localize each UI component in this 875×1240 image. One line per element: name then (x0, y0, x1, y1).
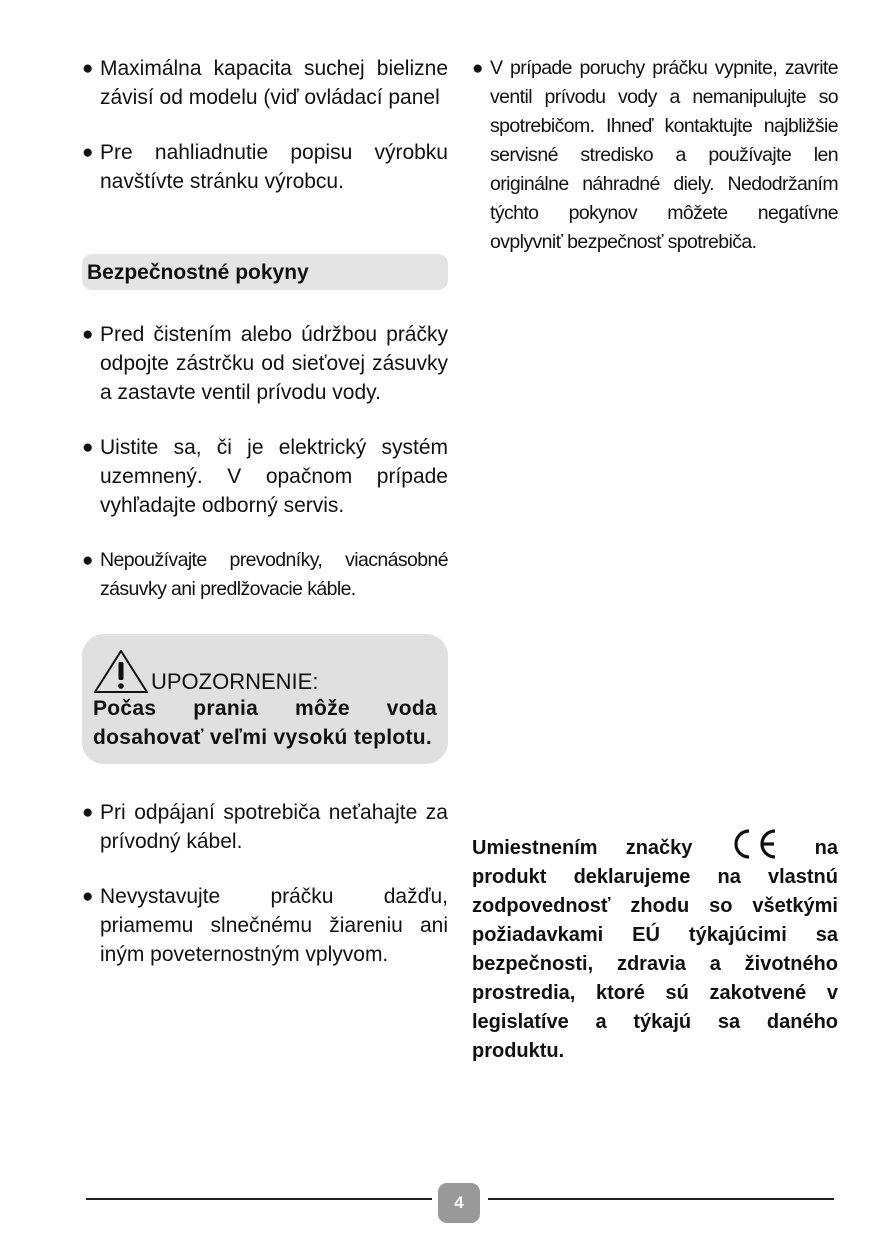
warning-title-row (93, 642, 437, 694)
page-number: 4 (438, 1183, 480, 1223)
bullet-dot: ● (472, 58, 483, 79)
ce-text-after: na produkt deklarujeme na vlastnú zodpovednosť zhodu so všetkými požiadavkami EÚ týkajúcimi sa bezpečnosti, zdravia a životného prostredia, ktoré sú zakotvené v legislatíve a týkajú sa daného produktu. (472, 837, 839, 1062)
bullet-text: Nepoužívajte prevodníky, viacnásobné zásuvky ani predlžovacie káble. (100, 549, 448, 600)
ce-declaration (472, 828, 838, 1066)
bullet-dot: ● (82, 437, 94, 458)
bullet-no-adapters (82, 546, 448, 604)
bullet-text: Pred čistením alebo údržbou práčky odpojte zástrčku od sieťovej zásuvky a zastavte ventil prívodu vody. (100, 323, 448, 404)
bullet-malfunction (472, 54, 838, 257)
bullet-text: Uistite sa, či je elektrický systém uzemnený. V opačnom prípade vyhľadajte odborný servis. (100, 436, 448, 517)
bullet-text: V prípade poruchy práčku vypnite, zavrite ventil prívodu vody a nemanipulujte so spotrebičom. Ihneď kontaktujte najbližšie servisné stredisko a používajte len originálne náhradné diely. Nedodržaním týchto pokynov môžete negatívne ovplyvniť bezpečnosť spotrebiča. (490, 57, 838, 253)
bullet-max-capacity (82, 54, 448, 112)
bullet-dot: ● (82, 802, 94, 823)
bullet-dot: ● (82, 324, 94, 345)
bullet-weather-exposure (82, 882, 448, 969)
warning-triangle-icon (93, 648, 149, 694)
ce-mark-icon (729, 828, 779, 860)
bullet-dot: ● (82, 550, 93, 571)
warning-title: UPOZORNENIE: (151, 669, 319, 694)
bullet-text: Maximálna kapacita suchej bielizne závisí od modelu (viď ovládací panel (100, 57, 448, 109)
bullet-product-description (82, 138, 448, 196)
bullet-dot: ● (82, 142, 94, 163)
bullet-dont-pull-cable (82, 798, 448, 856)
bullet-grounding (82, 433, 448, 520)
bullet-dot: ● (82, 58, 94, 79)
right-column (472, 54, 838, 283)
bullet-text: Nevystavujte práčku dažďu, priamemu slnečnému žiareniu ani iným poveternostným vplyvom. (100, 885, 448, 966)
left-column (82, 54, 448, 995)
bullet-unplug-before-cleaning (82, 320, 448, 407)
footer-rule-right (488, 1198, 834, 1200)
bullet-text: Pre nahliadnutie popisu výrobku navštívte stránku výrobcu. (100, 141, 448, 193)
bullet-text: Pri odpájaní spotrebiča neťahajte za prívodný kábel. (100, 801, 448, 853)
footer-rule-left (86, 1198, 432, 1200)
warning-text: Počas prania môže voda dosahovať veľmi vysokú teplotu. (93, 697, 437, 749)
bullet-dot: ● (82, 886, 94, 907)
section-title-safety: Bezpečnostné pokyny (82, 254, 448, 290)
ce-text-before: Umiestnením značky (472, 837, 693, 859)
warning-box (82, 634, 448, 764)
